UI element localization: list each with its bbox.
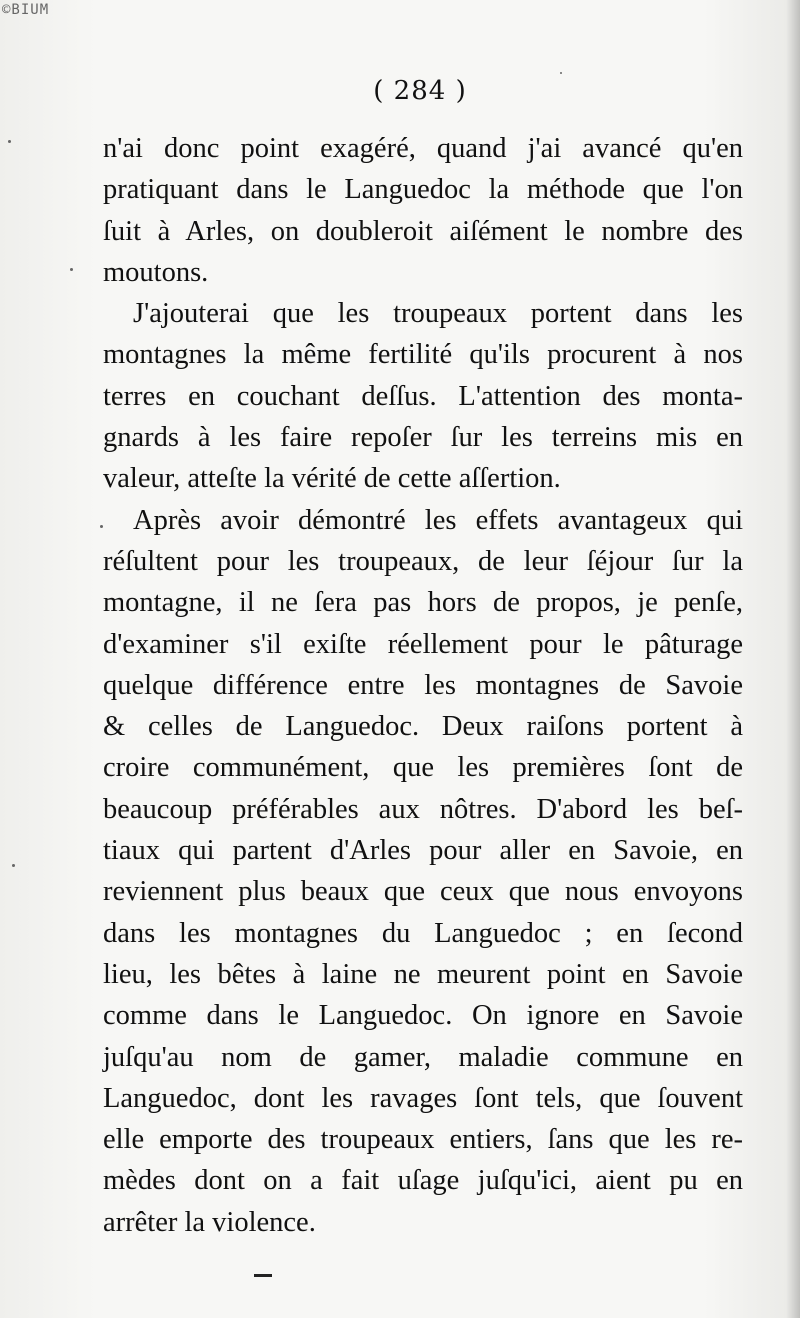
ink-speck xyxy=(560,72,562,74)
text-line: croire communément, que les premières ſont de xyxy=(103,752,743,784)
text-line: beaucoup préférables aux nôtres. D'abord les beſ- xyxy=(103,793,743,825)
text-line: arrêter la violence. xyxy=(103,1206,316,1238)
text-line: montagne, il ne ſera pas hors de propos, je penſe, xyxy=(103,587,743,619)
text-line: juſqu'au nom de gamer, maladie commune en xyxy=(103,1041,743,1073)
text-line: reviennent plus beaux que ceux que nous envoyons xyxy=(103,876,743,908)
text-line: tiaux qui partent d'Arles pour aller en Savoie, en xyxy=(103,835,743,867)
text-line: d'examiner s'il exiſte réellement pour le pâturage xyxy=(103,628,743,660)
text-line: dans les montagnes du Languedoc ; en ſecond xyxy=(103,917,743,949)
text-line: gnards à les faire repoſer ſur les terreins mis en xyxy=(103,422,743,454)
text-line: J'ajouterai que les troupeaux portent dans les xyxy=(133,298,743,330)
text-line: montagnes la même fertilité qu'ils procurent à nos xyxy=(103,339,743,371)
text-line: mèdes dont on a fait uſage juſqu'ici, aient pu en xyxy=(103,1165,743,1197)
text-line: réſultent pour les troupeaux, de leur ſéjour ſur la xyxy=(103,545,743,577)
text-line: comme dans le Languedoc. On ignore en Savoie xyxy=(103,1000,743,1032)
body-text xyxy=(103,128,743,1243)
ink-speck xyxy=(8,140,11,143)
text-line: ſuit à Arles, on doubleroit aiſément le nombre des xyxy=(103,215,743,247)
text-line: terres en couchant deſſus. L'attention des monta- xyxy=(103,380,743,412)
text-line: pratiquant dans le Languedoc la méthode que l'on xyxy=(103,174,743,206)
library-watermark: ©BIUM xyxy=(2,2,50,18)
page-edge-shadow xyxy=(786,0,800,1318)
text-line: elle emporte des troupeaux entiers, ſans que les re- xyxy=(103,1124,743,1156)
text-line: Languedoc, dont les ravages ſont tels, que ſouvent xyxy=(103,1082,743,1114)
text-line: Après avoir démontré les effets avantageux qui xyxy=(133,504,743,536)
text-line: & celles de Languedoc. Deux raiſons portent à xyxy=(103,711,743,743)
text-line: lieu, les bêtes à laine ne meurent point en Savoie xyxy=(103,958,743,990)
text-line: valeur, atteſte la vérité de cette aſſertion. xyxy=(103,463,561,495)
text-line: quelque différence entre les montagnes de Savoie xyxy=(103,669,743,701)
printer-mark xyxy=(254,1274,272,1277)
text-line: moutons. xyxy=(103,256,209,288)
ink-speck xyxy=(100,525,103,528)
ink-speck xyxy=(12,864,15,867)
text-line: n'ai donc point exagéré, quand j'ai avancé qu'en xyxy=(103,133,743,164)
page-number: ( 284 ) xyxy=(373,76,467,106)
ink-speck xyxy=(70,268,73,271)
